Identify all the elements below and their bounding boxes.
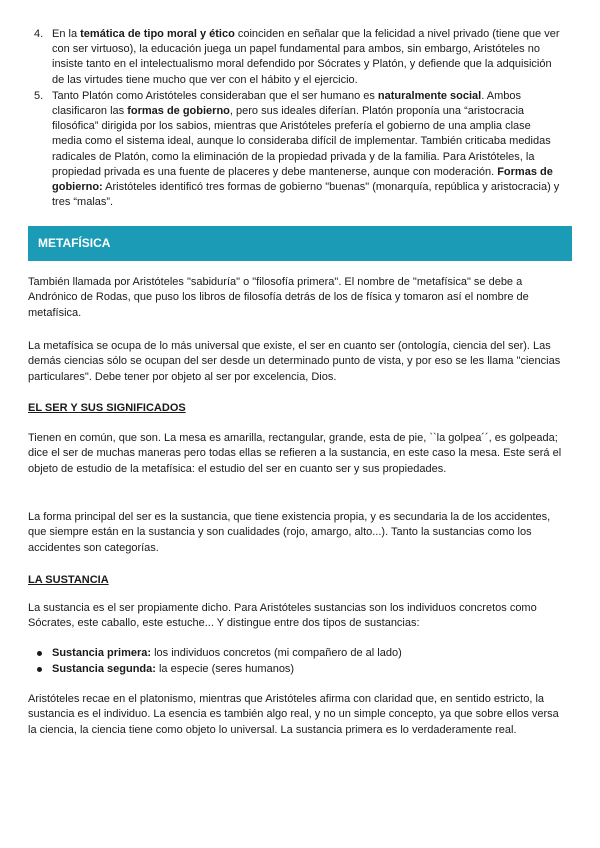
heading-ser-significados: EL SER Y SUS SIGNIFICADOS xyxy=(28,402,186,414)
heading-sustancia: LA SUSTANCIA xyxy=(28,574,109,586)
bullet-dot-icon xyxy=(37,651,42,656)
item-text: Tanto Platón como Aristóteles consideraban que el ser humano es xyxy=(52,89,378,102)
item-bold-text: formas de gobierno xyxy=(127,105,230,118)
paragraph-1: También llamada por Aristóteles "sabiduría" o "filosofía primera". El nombre de "metafísica" se debe a Andrónico de Rodas, que puso los libros de filosofía detrás de los de física y tomaron así el nombre de metafísica. xyxy=(28,276,529,319)
item-text: coinciden en señalar que la felicidad a nivel privado (tiene que ver con ser virtuoso), la educación juega un papel fundamental para ambos, sin embargo, Aristóteles no insiste tanto en el intelectualismo moral defendido por Sócrates y Platón, y defiende que la adquisición de las virtudes tiene mucho que ver con el hábito y el ejercicio. xyxy=(52,28,560,86)
item-bold-text: temática de tipo moral y ético xyxy=(80,28,235,40)
bullet-text: la especie (seres humanos) xyxy=(155,663,295,675)
bullet-label: Sustancia segunda: xyxy=(52,663,156,675)
item-number: 5. xyxy=(34,89,44,102)
list-item xyxy=(28,27,562,88)
numbered-list xyxy=(28,27,562,211)
item-number: 4. xyxy=(34,28,44,40)
item-text: En la xyxy=(52,28,81,40)
bullet-dot-icon xyxy=(37,667,42,672)
section-title-band: METAFÍSICA xyxy=(28,226,572,261)
list-item xyxy=(28,89,562,211)
item-text: . Ambos clasificaron las xyxy=(52,89,521,118)
item-bold-text: Formas de gobierno: xyxy=(52,165,553,194)
bullet-item xyxy=(28,661,568,677)
item-bold-text: naturalmente social xyxy=(377,89,482,102)
paragraph-5: La sustancia es el ser propiamente dicho. Para Aristóteles sustancias son los individuos concretos como Sócrates, este caballo, este estuche... Y distingue entre dos tipos de sustancias: xyxy=(28,602,537,630)
item-text: Aristóteles identificó tres formas de gobierno "buenas" (monarquía, república y aristocracia) y tres “malas”. xyxy=(52,181,560,209)
bullet-item xyxy=(28,645,568,661)
bullet-list xyxy=(28,645,568,677)
bullet-label: Sustancia primera: xyxy=(52,647,152,659)
bullet-text: los individuos concretos (mi compañero de al lado) xyxy=(151,647,402,659)
paragraph-2: La metafísica se ocupa de lo más universal que existe, el ser en cuanto ser (ontología, ciencia del ser). Las demás ciencias sólo se ocupan del ser desde un determinado punto de vista, y por eso se les llama "ciencias particulares". Debe tener por objeto al ser por excelencia, Dios. xyxy=(28,340,561,383)
paragraph-6: Aristóteles recae en el platonismo, mientras que Aristóteles afirma con claridad que, en sentido estricto, la sustancia es el individuo. La esencia es también algo real, y no un simple concepto, ya que sobre ellos versa la ciencia, la ciencia tiene como objeto lo universal. La sustancia primera es lo verdaderamente real. xyxy=(28,693,559,736)
item-text: , pero sus ideales diferían. Platón proponía una “aristocracia filosófica” dirigida por los sabios, mientras que Aristóteles prefería el gobierno de una amplia clase media como el sistema ideal, aunque lo consideraba difícil de implementar. También criticaba medidas radicales de Platón, como la eliminación de la propiedad privada y de la familia. Para Aristóteles, la propiedad privada es una fuente de placeres y debe mantenerse, aunque con moderación. xyxy=(52,105,551,178)
paragraph-3: Tienen en común, que son. La mesa es amarilla, rectangular, grande, esta de pie, ``la golpea´´, es golpeada; dice el ser de muchas maneras pero todas ellas se refieren a la sustancia, en este caso la mesa. Este será el objeto de estudio de la metafísica: el estudio del ser en cuanto ser y sus propiedades. xyxy=(28,432,562,475)
paragraph-4: La forma principal del ser es la sustancia, que tiene existencia propia, y es secundaria la de los accidentes, que siempre están en la sustancia y son cualidades (rojo, amargo, alto...). Tanto la sustancias como los accidentes son categorías. xyxy=(28,511,551,554)
